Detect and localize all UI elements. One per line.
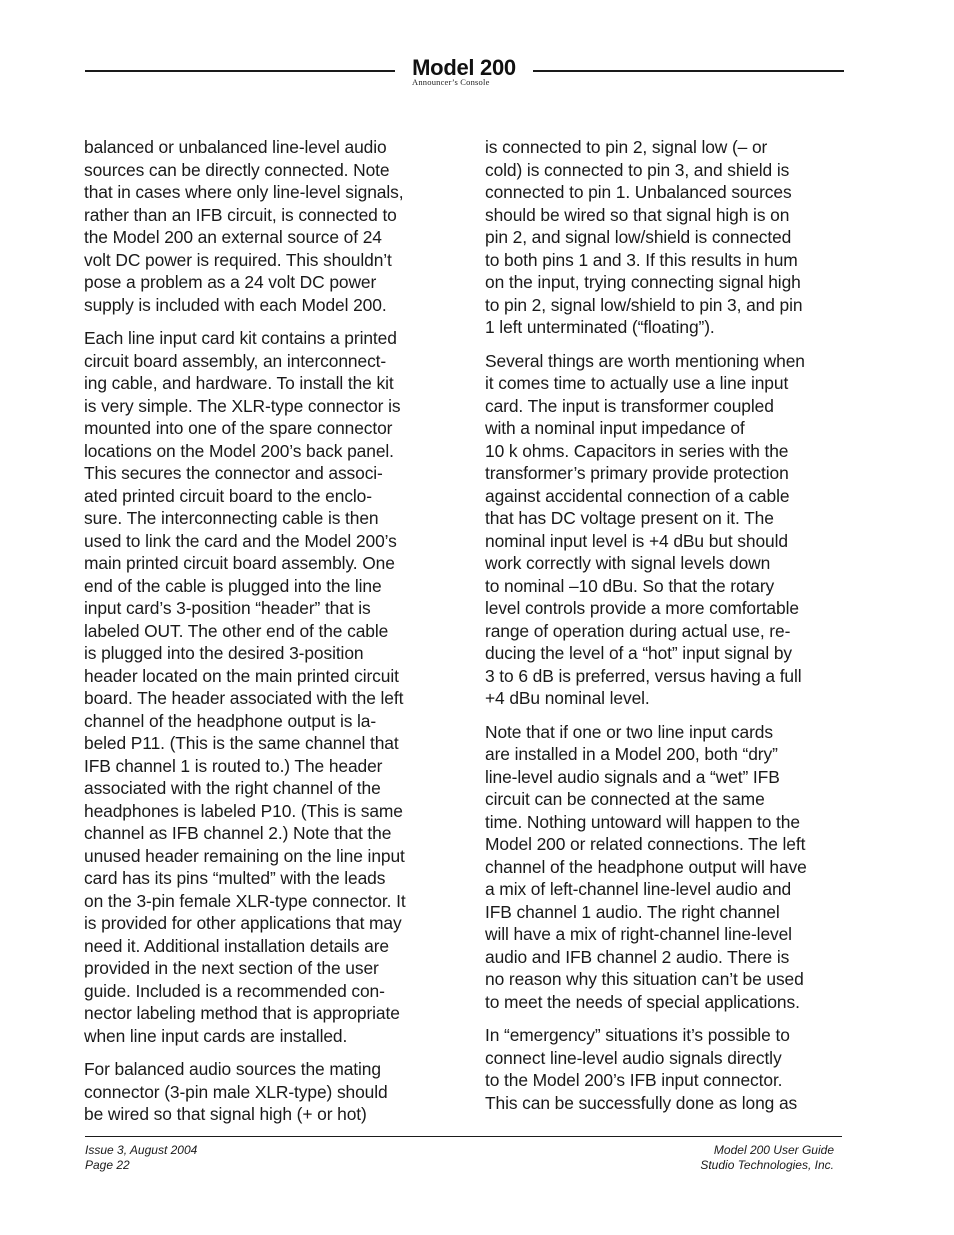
text-line: cold) is connected to pin 3, and shield is (485, 159, 790, 180)
header-title: Model 200 (412, 55, 516, 80)
text-line: headphones is labeled P10. (This is same (84, 800, 403, 821)
text-line: pin 2, and signal low/shield is connected (485, 227, 792, 247)
footer-guide-title: Model 200 User Guide (713, 1143, 834, 1157)
paragraph (84, 1058, 446, 1126)
text-line: the Model 200 an external source of 24 (84, 227, 382, 247)
text-line: is connected to pin 2, signal low (– or (485, 137, 768, 157)
text-line: guide. Included is a recommended con- (84, 980, 385, 1001)
text-line: Each line input card kit contains a printed (84, 328, 397, 348)
text-line: to meet the needs of special applications. (485, 991, 800, 1012)
header-subtitle: Announcer’s Console (412, 77, 490, 87)
text-line: is provided for other applications that may (84, 913, 402, 933)
text-line: are installed in a Model 200, both “dry” (485, 744, 778, 764)
text-line: card has its pins “multed” with the leads (84, 868, 386, 888)
text-line: rather than an IFB circuit, is connected to (84, 204, 397, 225)
text-line: nector labeling method that is appropriate (84, 1003, 400, 1023)
text-line: level controls provide a more comfortable (485, 598, 799, 618)
right-column (485, 136, 847, 1125)
text-line: main printed circuit board assembly. One (84, 553, 395, 573)
text-line: associated with the right channel of the (84, 778, 381, 798)
text-line: will have a mix of right-channel line-level (485, 924, 792, 944)
text-line: connected to pin 1. Unbalanced sources (485, 182, 792, 202)
text-line: work correctly with signal levels down (485, 553, 771, 573)
text-line: Several things are worth mentioning when (485, 350, 805, 371)
text-line: locations on the Model 200’s back panel. (84, 440, 394, 461)
paragraph (485, 350, 847, 710)
text-line: card. The input is transformer coupled (485, 395, 774, 416)
text-line: that in cases where only line-level signals, (84, 182, 404, 202)
text-line: connector (3-pin male XLR-type) should (84, 1081, 388, 1102)
text-line: need it. Additional installation details are (84, 935, 389, 956)
text-line: ated printed circuit board to the enclo- (84, 485, 372, 506)
text-line: nominal input level is +4 dBu but should (485, 530, 788, 551)
text-line: This can be successfully done as long as (485, 1092, 798, 1113)
text-line: IFB channel 1 audio. The right channel (485, 901, 780, 922)
text-line: no reason why this situation can’t be used (485, 969, 804, 989)
text-line: channel of the headphone output will have (485, 856, 807, 877)
header-rule-right (533, 70, 844, 72)
text-line: supply is included with each Model 200. (84, 294, 387, 315)
text-line: ing cable, and hardware. To install the kit (84, 373, 394, 393)
text-line: sure. The interconnecting cable is then (84, 508, 379, 528)
text-line: connect line-level audio signals directly (485, 1047, 782, 1068)
header-logo (398, 56, 530, 87)
text-line: volt DC power is required. This shouldn’t (84, 249, 392, 270)
text-line: input card’s 3-position “header” that is (84, 598, 371, 618)
text-line: range of operation during actual use, re- (485, 620, 791, 641)
paragraph (485, 1024, 847, 1114)
text-line: 3 to 6 dB is preferred, versus having a full (485, 665, 802, 686)
text-line: is plugged into the desired 3-position (84, 643, 364, 663)
paragraph (84, 136, 446, 316)
text-line: should be wired so that signal high is on (485, 204, 790, 225)
footer-right (700, 1143, 834, 1173)
text-line: be wired so that signal high (+ or hot) (84, 1104, 367, 1124)
text-line: circuit board assembly, an interconnect- (84, 350, 387, 371)
left-column (84, 136, 446, 1137)
text-line: pose a problem as a 24 volt DC power (84, 272, 377, 292)
text-line: 10 k ohms. Capacitors in series with the (485, 440, 789, 461)
text-line: header located on the main printed circuit (84, 665, 399, 686)
footer-company: Studio Technologies, Inc. (700, 1158, 834, 1172)
text-line: In “emergency” situations it’s possible to (485, 1025, 790, 1045)
text-line: line-level audio signals and a “wet” IFB (485, 766, 780, 787)
text-line: circuit can be connected at the same (485, 789, 765, 809)
text-line: 1 left unterminated (“floating”). (485, 317, 715, 337)
text-line: on the 3-pin female XLR-type connector. It (84, 890, 406, 911)
text-line: IFB channel 1 is routed to.) The header (84, 755, 383, 776)
text-line: when line input cards are installed. (84, 1025, 348, 1046)
text-line: to both pins 1 and 3. If this results in hum (485, 249, 798, 270)
text-line: +4 dBu nominal level. (485, 688, 650, 708)
text-line: to pin 2, signal low/shield to pin 3, and pin (485, 294, 803, 315)
text-line: balanced or unbalanced line-level audio (84, 137, 387, 157)
paragraph (84, 327, 446, 1047)
text-line: channel as IFB channel 2.) Note that the (84, 823, 392, 843)
text-line: to nominal –10 dBu. So that the rotary (485, 575, 775, 596)
text-line: a mix of left-channel line-level audio and (485, 879, 792, 899)
text-line: is very simple. The XLR-type connector is (84, 395, 401, 416)
text-line: Model 200 or related connections. The left (485, 834, 806, 854)
text-line: provided in the next section of the user (84, 958, 379, 978)
text-line: against accidental connection of a cable (485, 485, 790, 506)
text-line: sources can be directly connected. Note (84, 159, 390, 180)
text-line: labeled OUT. The other end of the cable (84, 620, 389, 641)
text-line: beled P11. (This is the same channel that (84, 733, 399, 753)
footer-page-number: Page 22 (85, 1158, 130, 1172)
text-line: time. Nothing untoward will happen to the (485, 811, 800, 832)
text-line: This secures the connector and associ- (84, 463, 383, 483)
paragraph (485, 136, 847, 339)
text-line: transformer’s primary provide protection (485, 463, 789, 483)
text-line: it comes time to actually use a line input (485, 373, 789, 393)
text-line: For balanced audio sources the mating (84, 1059, 381, 1079)
text-line: board. The header associated with the left (84, 688, 404, 708)
footer-rule (85, 1136, 842, 1137)
footer-left (85, 1143, 197, 1173)
text-line: ducing the level of a “hot” input signal by (485, 643, 792, 663)
text-line: on the input, trying connecting signal high (485, 272, 801, 292)
text-line: mounted into one of the spare connector (84, 418, 393, 438)
text-line: channel of the headphone output is la- (84, 710, 377, 731)
text-line: with a nominal input impedance of (485, 418, 745, 438)
text-line: end of the cable is plugged into the line (84, 575, 382, 596)
text-line: to the Model 200’s IFB input connector. (485, 1070, 783, 1090)
footer-issue: Issue 3, August 2004 (85, 1143, 198, 1157)
text-line: Note that if one or two line input cards (485, 721, 773, 742)
paragraph (485, 721, 847, 1014)
text-line: unused header remaining on the line input (84, 845, 405, 866)
text-line: used to link the card and the Model 200’s (84, 530, 397, 551)
text-line: audio and IFB channel 2 audio. There is (485, 946, 790, 967)
header-rule-left (85, 70, 395, 72)
text-line: that has DC voltage present on it. The (485, 508, 774, 528)
